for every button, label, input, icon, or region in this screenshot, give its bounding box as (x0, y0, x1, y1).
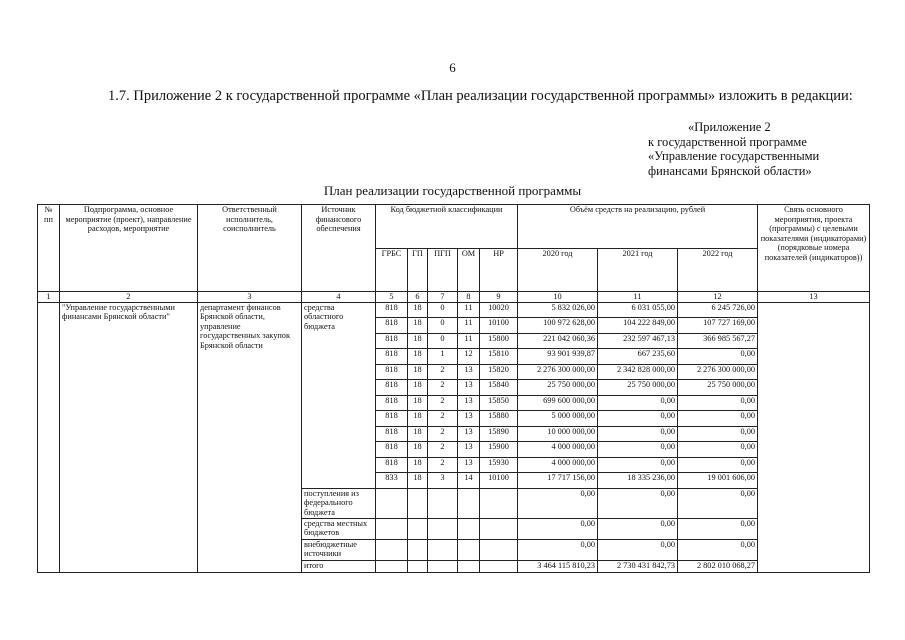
gp-cell: 18 (408, 380, 428, 396)
value-2020: 221 042 060,36 (518, 333, 598, 349)
column-number: 2 (60, 292, 198, 303)
gp-cell: 18 (408, 302, 428, 318)
om-cell: 13 (458, 380, 480, 396)
value-2020: 699 600 000,00 (518, 395, 598, 411)
value-2022: 25 750 000,00 (678, 380, 758, 396)
value-2021: 18 335 236,00 (598, 473, 678, 489)
value-2020: 5 832 026,00 (518, 302, 598, 318)
empty-code-cell (480, 518, 518, 539)
pgp-cell: 3 (428, 473, 458, 489)
value-2022: 2 276 300 000,00 (678, 364, 758, 380)
nr-cell: 15840 (480, 380, 518, 396)
nr-cell: 15850 (480, 395, 518, 411)
column-number: 4 (302, 292, 376, 303)
value-2022: 19 001 606,00 (678, 473, 758, 489)
gp-cell: 18 (408, 473, 428, 489)
grbs-cell: 818 (376, 302, 408, 318)
value-2022: 0,00 (678, 426, 758, 442)
header-responsible: Ответственный исполнитель, соисполнитель (198, 205, 302, 292)
empty-code-cell (458, 539, 480, 560)
value-2022: 0,00 (678, 488, 758, 518)
column-number: 5 (376, 292, 408, 303)
pgp-cell: 0 (428, 302, 458, 318)
empty-code-cell (428, 539, 458, 560)
source-regional: средства областного бюджета (302, 302, 376, 488)
grbs-cell: 818 (376, 411, 408, 427)
row-number (38, 302, 60, 572)
empty-code-cell (428, 488, 458, 518)
value-2020: 10 000 000,00 (518, 426, 598, 442)
header-2020: 2020 год (518, 248, 598, 292)
grbs-cell: 818 (376, 318, 408, 334)
value-2021: 2 342 828 000,00 (598, 364, 678, 380)
grbs-cell: 833 (376, 473, 408, 489)
value-2020: 4 000 000,00 (518, 442, 598, 458)
empty-code-cell (480, 488, 518, 518)
column-number: 7 (428, 292, 458, 303)
header-grbs: ГРБС (376, 248, 408, 292)
value-2021: 0,00 (598, 518, 678, 539)
om-cell: 11 (458, 302, 480, 318)
grbs-cell: 818 (376, 442, 408, 458)
column-number: 13 (758, 292, 870, 303)
source-cell: внебюджетные источники (302, 539, 376, 560)
value-2021: 0,00 (598, 457, 678, 473)
header-subprogram: Подпрограмма, основное мероприятие (проект), направление расходов, мероприятие (60, 205, 198, 292)
value-2021: 0,00 (598, 442, 678, 458)
gp-cell: 18 (408, 333, 428, 349)
plan-table (37, 204, 870, 573)
value-2022: 6 245 726,00 (678, 302, 758, 318)
om-cell: 14 (458, 473, 480, 489)
value-2022: 0,00 (678, 457, 758, 473)
empty-code-cell (480, 560, 518, 572)
column-number: 8 (458, 292, 480, 303)
value-2022: 0,00 (678, 518, 758, 539)
header-pgp: ПГП (428, 248, 458, 292)
nr-cell: 15820 (480, 364, 518, 380)
plan-title: План реализации государственной программы (323, 183, 582, 198)
pgp-cell: 2 (428, 426, 458, 442)
header-row (38, 205, 870, 249)
total-2022: 2 802 010 068,27 (678, 560, 758, 572)
value-2022: 0,00 (678, 349, 758, 365)
subprogram-name: "Управление государственными финансами Брянской области" (60, 302, 198, 572)
grbs-cell: 818 (376, 364, 408, 380)
column-number: 12 (678, 292, 758, 303)
header-2022: 2022 год (678, 248, 758, 292)
om-cell: 13 (458, 442, 480, 458)
appendix-line: «Управление государственными (648, 149, 820, 163)
nr-cell: 15800 (480, 333, 518, 349)
total-2021: 2 730 431 842,73 (598, 560, 678, 572)
pgp-cell: 2 (428, 380, 458, 396)
column-number: 11 (598, 292, 678, 303)
value-2021: 0,00 (598, 426, 678, 442)
gp-cell: 18 (408, 318, 428, 334)
value-2021: 6 031 055,00 (598, 302, 678, 318)
table-row (38, 302, 870, 318)
nr-cell: 15900 (480, 442, 518, 458)
empty-code-cell (428, 560, 458, 572)
empty-code-cell (480, 539, 518, 560)
pgp-cell: 2 (428, 411, 458, 427)
empty-code-cell (428, 518, 458, 539)
header-source: Источник финансового обеспечения (302, 205, 376, 292)
nr-cell: 10100 (480, 318, 518, 334)
empty-code-cell (376, 539, 408, 560)
grbs-cell: 818 (376, 426, 408, 442)
value-2020: 2 276 300 000,00 (518, 364, 598, 380)
value-2021: 667 235,60 (598, 349, 678, 365)
nr-cell: 15880 (480, 411, 518, 427)
column-number: 3 (198, 292, 302, 303)
empty-code-cell (408, 518, 428, 539)
gp-cell: 18 (408, 442, 428, 458)
value-2022: 0,00 (678, 411, 758, 427)
value-2022: 0,00 (678, 539, 758, 560)
gp-cell: 18 (408, 457, 428, 473)
empty-code-cell (376, 560, 408, 572)
gp-cell: 18 (408, 426, 428, 442)
value-2020: 17 717 156,00 (518, 473, 598, 489)
grbs-cell: 818 (376, 333, 408, 349)
gp-cell: 18 (408, 411, 428, 427)
empty-code-cell (458, 488, 480, 518)
pgp-cell: 2 (428, 364, 458, 380)
appendix-line: финансами Брянской области» (648, 163, 812, 178)
gp-cell: 18 (408, 349, 428, 365)
gp-cell: 18 (408, 395, 428, 411)
header-om: ОМ (458, 248, 480, 292)
appendix-line: к государственной программе (648, 134, 807, 149)
value-2022: 0,00 (678, 395, 758, 411)
header-num: № пп (38, 205, 60, 292)
pgp-cell: 2 (428, 395, 458, 411)
nr-cell: 15810 (480, 349, 518, 365)
header-link: Связь основного мероприятия, проекта (программы) с целевыми показателями (индикаторами) (порядковые номера показателей (индикаторов)) (758, 205, 870, 292)
value-2021: 0,00 (598, 539, 678, 560)
om-cell: 13 (458, 457, 480, 473)
grbs-cell: 818 (376, 349, 408, 365)
grbs-cell: 818 (376, 380, 408, 396)
pgp-cell: 0 (428, 333, 458, 349)
value-2022: 107 727 169,00 (678, 318, 758, 334)
empty-code-cell (458, 560, 480, 572)
nr-cell: 15930 (480, 457, 518, 473)
om-cell: 11 (458, 318, 480, 334)
om-cell: 13 (458, 395, 480, 411)
column-number: 9 (480, 292, 518, 303)
total-2020: 3 464 115 810,23 (518, 560, 598, 572)
grbs-cell: 818 (376, 457, 408, 473)
om-cell: 13 (458, 426, 480, 442)
header-nr: НР (480, 248, 518, 292)
column-number: 6 (408, 292, 428, 303)
value-2020: 25 750 000,00 (518, 380, 598, 396)
appendix-block (648, 120, 819, 178)
grbs-cell: 818 (376, 395, 408, 411)
column-number: 1 (38, 292, 60, 303)
value-2020: 5 000 000,00 (518, 411, 598, 427)
page-number: 6 (449, 60, 456, 75)
pgp-cell: 1 (428, 349, 458, 365)
value-2020: 4 000 000,00 (518, 457, 598, 473)
value-2021: 232 597 467,13 (598, 333, 678, 349)
appendix-line: «Приложение 2 (688, 120, 771, 134)
om-cell: 13 (458, 364, 480, 380)
header-2021: 2021 год (598, 248, 678, 292)
source-cell: средства местных бюджетов (302, 518, 376, 539)
value-2020: 0,00 (518, 518, 598, 539)
pgp-cell: 2 (428, 457, 458, 473)
plan-table-body (38, 292, 870, 573)
empty-code-cell (408, 560, 428, 572)
empty-code-cell (376, 518, 408, 539)
column-number: 10 (518, 292, 598, 303)
intro-text: 1.7. Приложение 2 к государственной программе «План реализации государственной программы» изложить в редакции: (108, 88, 853, 104)
value-2020: 0,00 (518, 539, 598, 560)
gp-cell: 18 (408, 364, 428, 380)
om-cell: 12 (458, 349, 480, 365)
value-2021: 0,00 (598, 488, 678, 518)
source-cell: поступления из федерального бюджета (302, 488, 376, 518)
header-gp: ГП (408, 248, 428, 292)
responsible-name: департамент финансов Брянской области, управление государственных закупок Брянской области (198, 302, 302, 572)
column-number-row (38, 292, 870, 303)
value-2022: 366 985 567,27 (678, 333, 758, 349)
pgp-cell: 0 (428, 318, 458, 334)
empty-code-cell (408, 539, 428, 560)
header-budget-code: Код бюджетной классификации (376, 205, 518, 249)
value-2020: 100 972 628,00 (518, 318, 598, 334)
empty-code-cell (408, 488, 428, 518)
om-cell: 11 (458, 333, 480, 349)
value-2021: 0,00 (598, 411, 678, 427)
total-label: итого (302, 560, 376, 572)
om-cell: 13 (458, 411, 480, 427)
empty-code-cell (376, 488, 408, 518)
nr-cell: 10100 (480, 473, 518, 489)
empty-code-cell (458, 518, 480, 539)
value-2021: 0,00 (598, 395, 678, 411)
pgp-cell: 2 (428, 442, 458, 458)
header-volume: Объём средств на реализацию, рублей (518, 205, 758, 249)
link-cell (758, 302, 870, 572)
value-2022: 0,00 (678, 442, 758, 458)
value-2021: 104 222 849,00 (598, 318, 678, 334)
value-2020: 0,00 (518, 488, 598, 518)
nr-cell: 10020 (480, 302, 518, 318)
nr-cell: 15890 (480, 426, 518, 442)
value-2020: 93 901 939,87 (518, 349, 598, 365)
value-2021: 25 750 000,00 (598, 380, 678, 396)
